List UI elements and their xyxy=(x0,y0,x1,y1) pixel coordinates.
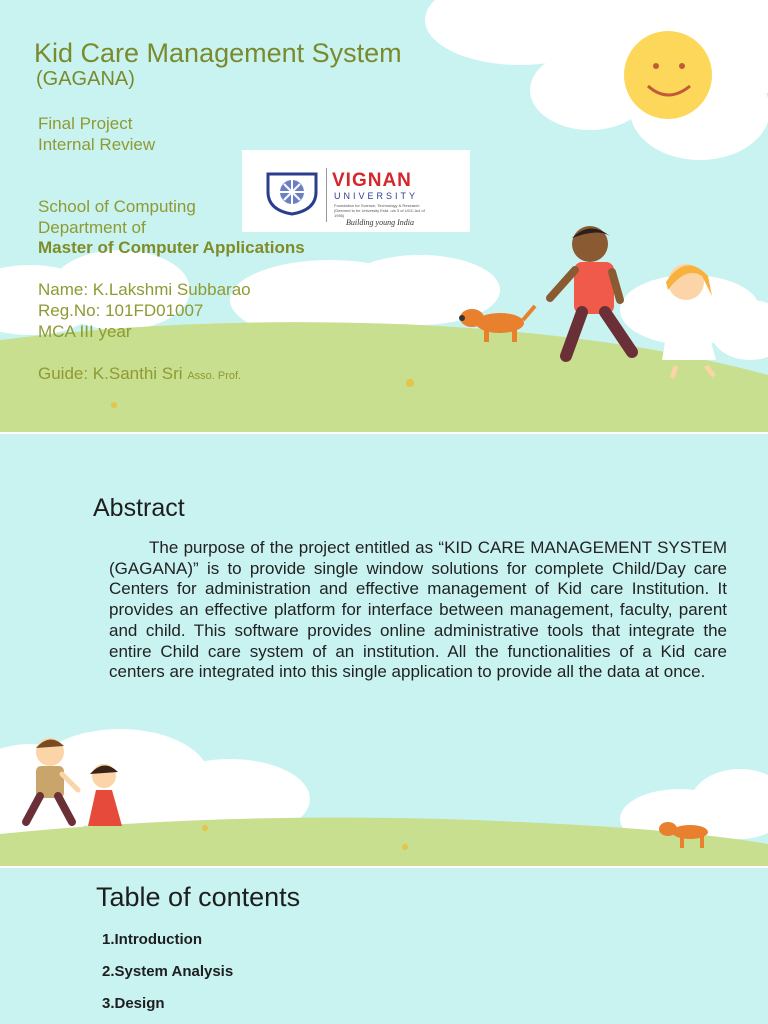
logo-fine-print: Foundation for Science, Technology & Research (Deemed to be University Estd. u/s 3 of UGC Act of 1956) xyxy=(334,203,425,218)
toc-item: 3.Design xyxy=(102,995,165,1012)
boy-icon xyxy=(550,226,632,356)
student-name: Name: K.Lakshmi Subbarao xyxy=(38,280,251,299)
project-line-2: Internal Review xyxy=(38,135,156,154)
department-label: Department of xyxy=(38,218,146,237)
guide-line xyxy=(38,363,241,387)
year-label: MCA III year xyxy=(38,322,132,341)
logo-name: VIGNAN xyxy=(332,170,412,191)
title-slide xyxy=(0,0,768,432)
guide-name: Guide: K.Santhi Sri xyxy=(38,364,183,383)
abstract-heading: Abstract xyxy=(93,494,185,522)
toc-slide xyxy=(0,868,768,1024)
toc-heading: Table of contents xyxy=(96,882,301,912)
sun-icon xyxy=(624,31,712,119)
logo-university: UNIVERSITY xyxy=(334,191,419,201)
presentation-title: Kid Care Management System xyxy=(34,38,402,68)
program-label: Master of Computer Applications xyxy=(38,238,305,257)
cloud-top-right xyxy=(425,0,768,160)
logo-tagline: Building young India xyxy=(346,218,414,227)
abstract-body: The purpose of the project entitled as “KID CARE MANAGEMENT SYSTEM (GAGANA)” is to provide single window solutions for complete Child/Day care Centers for administration and effective management of Kid care Institution. It provides an effective platform for interface between management, faculty, parent and child. This software provides online administrative tools that integrate the entire Child care system of an institution. All the functionalities of a Kid care centers are integrated into this single application to provide all the data at once. xyxy=(109,538,727,682)
logo-divider xyxy=(326,168,327,222)
abstract-slide xyxy=(0,434,768,866)
toc-item: 1.Introduction xyxy=(102,931,202,948)
registration-number: Reg.No: 101FD01007 xyxy=(38,301,204,320)
project-line-1: Final Project xyxy=(38,114,133,133)
toc-item: 2.System Analysis xyxy=(102,963,234,980)
university-logo xyxy=(242,150,470,232)
university-emblem-icon xyxy=(264,170,320,216)
guide-title: Asso. Prof. xyxy=(187,370,242,382)
presentation-subtitle: (GAGANA) xyxy=(36,68,135,90)
school-label: School of Computing xyxy=(38,197,196,216)
